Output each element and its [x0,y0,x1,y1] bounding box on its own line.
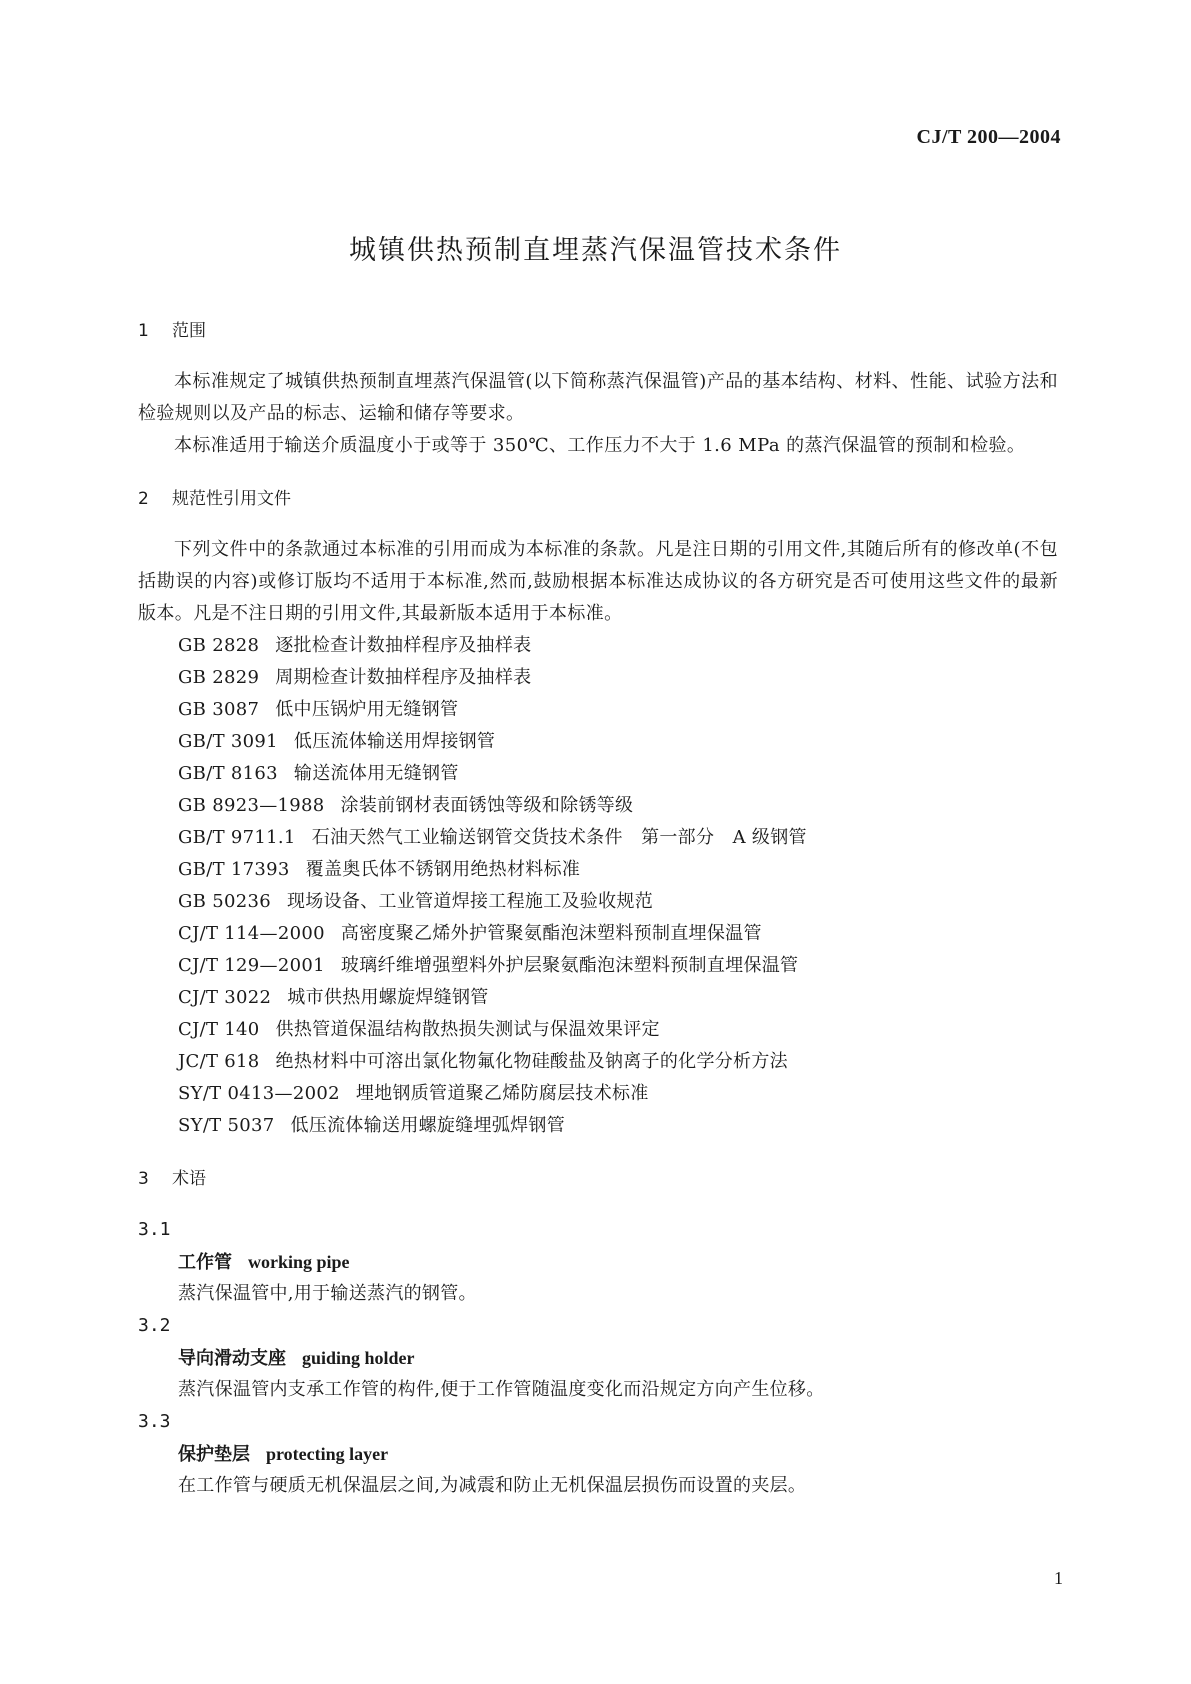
section-number: 2 [138,489,149,509]
reference-item [178,950,1058,982]
term-heading [138,1342,1058,1374]
reference-title: 绝热材料中可溶出氯化物氟化物硅酸盐及钠离子的化学分析方法 [275,1051,788,1072]
reference-title: 现场设备、工业管道焊接工程施工及验收规范 [287,891,653,912]
term-entry [138,1406,1058,1502]
reference-title: 涂装前钢材表面锈蚀等级和除锈等级 [340,795,634,816]
reference-code: GB 50236 [178,891,271,912]
section-title: 范围 [172,321,206,341]
section-number: 1 [138,321,149,341]
reference-title: 玻璃纤维增强塑料外护层聚氨酯泡沫塑料预制直埋保温管 [340,955,799,976]
reference-code: GB/T 9711.1 [178,827,296,848]
reference-title: 覆盖奥氏体不锈钢用绝热材料标准 [305,859,581,880]
reference-item [178,886,1058,918]
reference-item [178,630,1058,662]
term-english: working pipe [248,1252,350,1272]
reference-code: GB 2828 [178,635,260,656]
reference-item [178,726,1058,758]
term-english: guiding holder [302,1348,415,1368]
reference-title: 低压流体输送用螺旋缝埋弧焊钢管 [290,1115,566,1136]
document-body [138,316,1058,1502]
reference-code: GB 3087 [178,699,260,720]
reference-code: GB/T 17393 [178,859,290,880]
term-definition: 蒸汽保温管中,用于输送蒸汽的钢管。 [178,1283,477,1304]
section-heading-terms [138,1164,1058,1194]
reference-item [178,1078,1058,1110]
reference-item [178,694,1058,726]
reference-title: 高密度聚乙烯外护管聚氨酯泡沫塑料预制直埋保温管 [340,923,762,944]
reference-title: 埋地钢质管道聚乙烯防腐层技术标准 [355,1083,649,1104]
standard-code: CJ/T 200—2004 [916,126,1061,148]
reference-item [178,982,1058,1014]
term-heading [138,1438,1058,1470]
reference-code: SY/T 5037 [178,1115,275,1136]
section-number: 3 [138,1169,149,1189]
term-definition: 在工作管与硬质无机保温层之间,为减震和防止无机保温层损伤而设置的夹层。 [178,1475,807,1496]
term-heading [138,1246,1058,1278]
scope-paragraph: 本标准适用于输送介质温度小于或等于 350℃、工作压力不大于 1.6 MPa 的蒸汽保温管的预制和检验。 [174,435,1026,456]
scope-paragraph: 本标准规定了城镇供热预制直埋蒸汽保温管(以下简称蒸汽保温管)产品的基本结构、材料、性能、试验方法和检验规则以及产品的标志、运输和储存等要求。 [138,371,1058,424]
reference-item [178,662,1058,694]
section-heading-references [138,484,1058,514]
reference-title: 低压流体输送用焊接钢管 [293,731,496,752]
term-number: 3.2 [138,1315,171,1336]
reference-code: CJ/T 129—2001 [178,955,325,976]
reference-title: 低中压锅炉用无缝钢管 [275,699,459,720]
reference-code: CJ/T 114—2000 [178,923,325,944]
reference-item [178,1110,1058,1142]
reference-title: 石油天然气工业输送钢管交货技术条件 第一部分 A 级钢管 [311,827,807,848]
term-definition: 蒸汽保温管内支承工作管的构件,便于工作管随温度变化而沿规定方向产生位移。 [178,1379,825,1400]
reference-code: JC/T 618 [178,1051,260,1072]
reference-item [178,1046,1058,1078]
reference-item [178,1014,1058,1046]
term-number: 3.1 [138,1219,171,1240]
references-intro: 下列文件中的条款通过本标准的引用而成为本标准的条款。凡是注日期的引用文件,其随后所有的修改单(不包括勘误的内容)或修订版均不适用于本标准,然而,鼓励根据本标准达成协议的各方研究是否可使用这些文件的最新版本。凡是不注日期的引用文件,其最新版本适用于本标准。 [138,539,1058,624]
page-number: 1 [1054,1568,1063,1588]
reference-code: GB/T 3091 [178,731,278,752]
reference-item [178,758,1058,790]
term-number: 3.3 [138,1411,171,1432]
reference-code: GB 2829 [178,667,260,688]
reference-item [178,854,1058,886]
reference-title: 逐批检查计数抽样程序及抽样表 [275,635,532,656]
reference-code: SY/T 0413—2002 [178,1083,340,1104]
term-chinese: 导向滑动支座 [178,1348,286,1369]
reference-title: 周期检查计数抽样程序及抽样表 [275,667,532,688]
reference-item [178,822,1058,854]
reference-code: CJ/T 3022 [178,987,272,1008]
section-title: 规范性引用文件 [172,489,291,509]
reference-item [178,918,1058,950]
term-chinese: 保护垫层 [178,1444,250,1465]
reference-item [178,790,1058,822]
section-title: 术语 [172,1169,206,1189]
term-entry [138,1310,1058,1406]
term-english: protecting layer [266,1444,389,1464]
section-heading-scope [138,316,1058,346]
reference-code: GB/T 8163 [178,763,278,784]
document-title: 城镇供热预制直埋蒸汽保温管技术条件 [349,235,842,266]
reference-list [138,630,1058,1142]
reference-title: 城市供热用螺旋焊缝钢管 [287,987,489,1008]
reference-title: 供热管道保温结构散热损失测试与保温效果评定 [275,1019,660,1040]
reference-code: GB 8923—1988 [178,795,325,816]
reference-title: 输送流体用无缝钢管 [293,763,459,784]
term-chinese: 工作管 [178,1252,232,1273]
reference-code: CJ/T 140 [178,1019,260,1040]
term-entry [138,1214,1058,1310]
